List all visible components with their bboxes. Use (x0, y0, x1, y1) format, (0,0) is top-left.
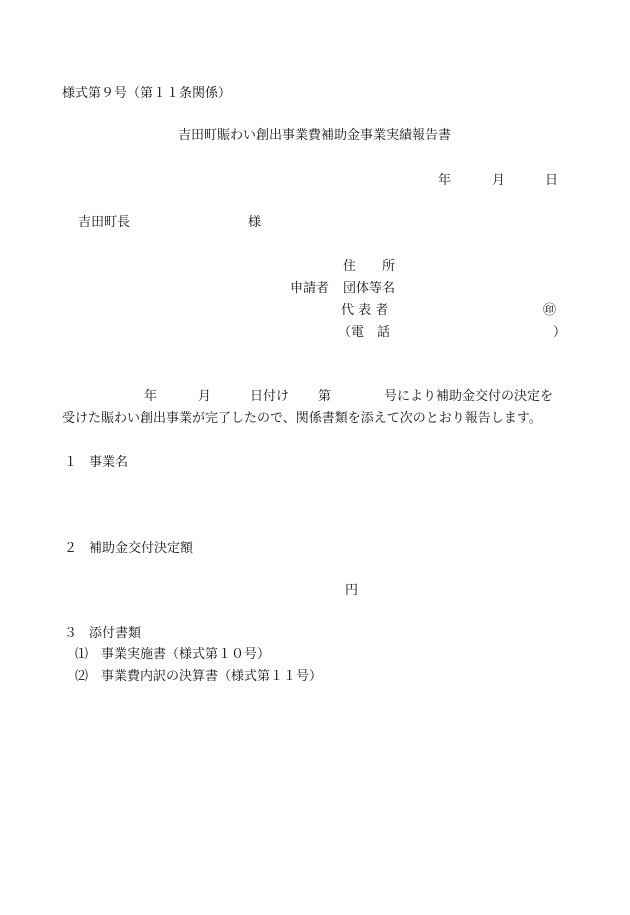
attachment-item-number: ⑴ (75, 647, 89, 662)
section3-label: 添付書類 (89, 626, 142, 641)
attachment-item-number: ⑵ (75, 669, 89, 684)
address-label: 住 所 (343, 259, 396, 274)
body-number-prefix: 第 (318, 389, 332, 404)
section1-number: １ (64, 455, 78, 470)
date-year: 年 (438, 173, 452, 188)
applicant-label: 申請者 (290, 281, 330, 296)
attachment-item-text: 事業費内訳の決算書（様式第１１号） (101, 669, 323, 684)
date-day: 日 (545, 173, 559, 188)
seal-mark: ㊞ (543, 303, 557, 318)
recipient-name: 吉田町長 (78, 215, 131, 230)
body-line2: 受けた賑わい創出事業が完了したので、関係書類を添えて次のとおり報告します。 (62, 411, 542, 426)
representative-label: 代 表 者 (341, 303, 389, 318)
section3-number: ３ (64, 626, 78, 641)
recipient-honorific: 様 (248, 215, 262, 230)
amount-unit: 円 (345, 583, 359, 598)
date-month: 月 (492, 173, 506, 188)
body-month: 月 (198, 389, 212, 404)
body-dated: 日付け (250, 389, 290, 404)
phone-close-paren: ） (553, 325, 567, 340)
organization-label: 団体等名 (343, 281, 396, 296)
phone-label: （電 話 (338, 325, 391, 340)
section2-number: ２ (64, 541, 78, 556)
section1-label: 事業名 (89, 455, 129, 470)
attachment-item-text: 事業実施書（様式第１０号） (101, 647, 271, 662)
document-title: 吉田町賑わい創出事業費補助金事業実績報告書 (178, 128, 452, 143)
body-line1-rest: 号により補助金交付の決定を (384, 389, 554, 404)
body-year: 年 (144, 389, 158, 404)
section2-label: 補助金交付決定額 (89, 541, 194, 556)
form-number: 様式第９号（第１１条関係） (62, 86, 232, 101)
